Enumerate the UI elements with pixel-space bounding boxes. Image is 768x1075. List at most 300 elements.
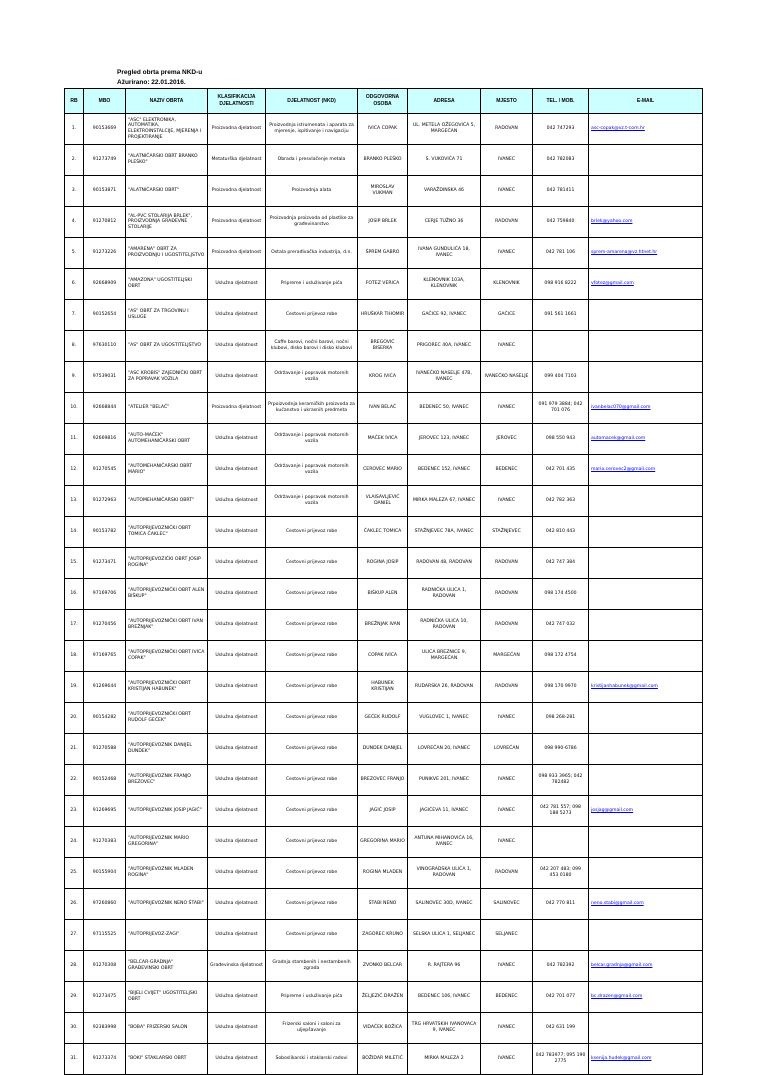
cell-osoba: BREGOVIĆ BISERKA [358, 331, 408, 362]
cell-klasifikacija: Proizvodna djelatnost [208, 238, 266, 269]
cell-naziv: "AS" OBRT ZA TRGOVINU I USLUGE [126, 300, 208, 331]
cell-adresa: PRIGOREC 40A, IVANEC [408, 331, 481, 362]
cell-klasifikacija: Uslužna djelatnost [208, 765, 266, 796]
cell-mbo: 91270545 [84, 455, 126, 486]
cell-djelatnost: Održavanje i popravak motornih vozila [266, 362, 358, 393]
table-row [65, 114, 703, 145]
cell-djelatnost: Cestovni prijevoz robe [266, 579, 358, 610]
cell-adresa: ULICA BREZNICE 9, MARGEČAN [408, 641, 481, 672]
cell-mjesto: STAŽNJEVEC [481, 517, 533, 548]
cell-mbo: 91270812 [84, 207, 126, 238]
cell-adresa: RADNIČKA ULICA 10, RADOVAN [408, 610, 481, 641]
cell-rb: 2. [65, 145, 84, 176]
cell-mjesto: IVANEC [481, 145, 533, 176]
cell-email[interactable]: vfotez@gmail.com [589, 269, 703, 300]
cell-osoba: HRUŠKAR TIHOMIR [358, 300, 408, 331]
cell-email[interactable]: kristijanhabunek@gmail.com [589, 672, 703, 703]
cell-email[interactable]: asc-copak@vz.t-com.hr [589, 114, 703, 145]
cell-naziv: "AUTOPRIJEVOZNIČKI OBRT KRISTIJAN HABUNEK" [126, 672, 208, 703]
cell-tel: 098 174 4500 [533, 579, 589, 610]
cell-djelatnost: Obrada i presvlačenje metala [266, 145, 358, 176]
cell-tel: 099 404 7103 [533, 362, 589, 393]
col-naziv-header: NAZIV OBRTA [126, 89, 208, 114]
cell-tel [533, 920, 589, 951]
cell-mbo: 91270383 [84, 827, 126, 858]
table-row [65, 1013, 703, 1044]
cell-mbo: 90153669 [84, 114, 126, 145]
col-mjesto-header: MJESTO [481, 89, 533, 114]
cell-osoba: BRANKO PLEŠKO [358, 145, 408, 176]
cell-osoba: ČAKLEC TOMICA [358, 517, 408, 548]
cell-klasifikacija: Uslužna djelatnost [208, 517, 266, 548]
cell-rb: 27. [65, 920, 84, 951]
cell-rb: 9. [65, 362, 84, 393]
cell-naziv: "AL-PVC STOLARIJA BRLEK", PROIZVODNJA GRAĐEVNE STOLARIJE [126, 207, 208, 238]
cell-osoba: GREGORINA MARIO [358, 827, 408, 858]
cell-adresa: VUGLOVEC 1, IVANEC [408, 703, 481, 734]
cell-email[interactable]: automacek@gmail.com [589, 424, 703, 455]
cell-osoba: COPAK IVICA [358, 641, 408, 672]
table-row [65, 920, 703, 951]
cell-adresa: MIRKA MALEZA 67, IVANEC [408, 486, 481, 517]
cell-mjesto: GAČICE [481, 300, 533, 331]
cell-djelatnost: Proizvodnja istrumenata i aparata za mjerenje, ispitivanje i navigaciju [266, 114, 358, 145]
cell-rb: 6. [65, 269, 84, 300]
cell-klasifikacija: Proizvodna djelatnost [208, 393, 266, 424]
cell-email [589, 703, 703, 734]
cell-klasifikacija: Metaturška djelatnost [208, 145, 266, 176]
cell-naziv: "ALATNIČARSKI OBRT" [126, 176, 208, 207]
cell-osoba: MIROSLAV VUKMAN [358, 176, 408, 207]
cell-rb: 15. [65, 548, 84, 579]
cell-mjesto: IVANEC [481, 176, 533, 207]
cell-tel: 098 990-6786 [533, 734, 589, 765]
cell-djelatnost: Cestovni prijevoz robe [266, 703, 358, 734]
cell-adresa: RUDARSKA 26, RADOVAN [408, 672, 481, 703]
cell-email [589, 362, 703, 393]
cell-mjesto: IVANEC [481, 951, 533, 982]
cell-rb: 8. [65, 331, 84, 362]
cell-naziv: "AUTOPRIJEVOZNIČKI OBRT TOMICA ČAKLEC" [126, 517, 208, 548]
cell-rb: 14. [65, 517, 84, 548]
cell-tel: 091 561 1661 [533, 300, 589, 331]
cell-rb: 22. [65, 765, 84, 796]
cell-tel: 042 701 077 [533, 982, 589, 1013]
cell-djelatnost: Frizerski saloni i saloni za uljepšavanje [266, 1013, 358, 1044]
table-row [65, 889, 703, 920]
cell-adresa: IVANEČKO NASELJE 47B, IVANEC [408, 362, 481, 393]
col-osoba-header: ODGOVORNA OSOBA [358, 89, 408, 114]
cell-adresa: STAŽNJEVEC 78A, IVANEC [408, 517, 481, 548]
cell-adresa: ANTUNA MIHANOVIĆA 16, IVANEC [408, 827, 481, 858]
cell-tel [533, 331, 589, 362]
cell-osoba: FOTEZ VERICA [358, 269, 408, 300]
cell-email [589, 145, 703, 176]
cell-klasifikacija: Uslužna djelatnost [208, 331, 266, 362]
cell-adresa: RADOVAN 48, RADOVAN [408, 548, 481, 579]
table-row [65, 579, 703, 610]
cell-mbo: 90153871 [84, 176, 126, 207]
cell-mjesto: IVANEC [481, 765, 533, 796]
cell-rb: 23. [65, 796, 84, 827]
table-row [65, 393, 703, 424]
table-row [65, 455, 703, 486]
cell-djelatnost: Caffe barovi, noćni barovi, noćni klubovi, disko barovi i disko klubovi [266, 331, 358, 362]
cell-adresa: BEDENEC 50, IVANEC [408, 393, 481, 424]
table-row [65, 827, 703, 858]
cell-klasifikacija: Uslužna djelatnost [208, 455, 266, 486]
cell-mbo: 97630110 [84, 331, 126, 362]
cell-adresa: GAČICE 92, IVANEC [408, 300, 481, 331]
cell-osoba: DUNDEK DANIJEL [358, 734, 408, 765]
cell-mbo: 97260860 [84, 889, 126, 920]
cell-klasifikacija: Građevinska djelatnost [208, 951, 266, 982]
cell-osoba: ZAGOREC KRUNO [358, 920, 408, 951]
cell-rb: 16. [65, 579, 84, 610]
cell-naziv: "AUTOPRIJEVOZNIČKI OBRT IVAN BREŽNJAK" [126, 610, 208, 641]
cell-naziv: "ASC KROBIS" ZAJEDNIČKI OBRT ZA POPRAVAK VOZILA [126, 362, 208, 393]
cell-email [589, 734, 703, 765]
cell-adresa: JEROVEC 123, IVANEC [408, 424, 481, 455]
cell-osoba: ROGINA JOSIP [358, 548, 408, 579]
cell-rb: 12. [65, 455, 84, 486]
cell-tel: 042 747 032 [533, 610, 589, 641]
table-row [65, 796, 703, 827]
table-row [65, 982, 703, 1013]
table-row [65, 486, 703, 517]
cell-mjesto: SELJANEC [481, 920, 533, 951]
cell-djelatnost: Cestovni prijevoz robe [266, 672, 358, 703]
table-header-row [65, 89, 703, 114]
cell-mbo: 92669816 [84, 424, 126, 455]
cell-mjesto: RADOVAN [481, 548, 533, 579]
col-tel-header: TEL. / MOB. [533, 89, 589, 114]
table-row [65, 145, 703, 176]
cell-naziv: "AUTOPRIJEVOZNIK JOSIP JAGIĆ" [126, 796, 208, 827]
cell-mjesto: IVANEC [481, 827, 533, 858]
cell-klasifikacija: Uslužna djelatnost [208, 269, 266, 300]
cell-tel: 042 781411 [533, 176, 589, 207]
cell-klasifikacija: Uslužna djelatnost [208, 641, 266, 672]
cell-adresa: RADNIČKA ULICA 1, RADOVAN [408, 579, 481, 610]
table-row [65, 1044, 703, 1075]
cell-naziv: "BELCAR-GRADNJA" GRAĐEVINSKI OBRT [126, 951, 208, 982]
cell-mjesto: IVANEC [481, 331, 533, 362]
cell-email [589, 1013, 703, 1044]
cell-naziv: "BOKI" STAKLARSKI OBRT [126, 1044, 208, 1075]
cell-rb: 24. [65, 827, 84, 858]
cell-klasifikacija: Proizvodna djelatnost [208, 176, 266, 207]
cell-klasifikacija: Uslužna djelatnost [208, 362, 266, 393]
cell-tel: 042 207 483; 099 453 0180 [533, 858, 589, 889]
cell-adresa: UL. METELA OŽEGOVIĆA 5, MARGEČAN [408, 114, 481, 145]
cell-mbo: 90153782 [84, 517, 126, 548]
cell-rb: 5. [65, 238, 84, 269]
cell-rb: 3. [65, 176, 84, 207]
cell-rb: 1. [65, 114, 84, 145]
cell-adresa: PUNIKVE 201, IVANEC [408, 765, 481, 796]
cell-mbo: 91269695 [84, 796, 126, 827]
cell-adresa: CERJE TUŽNO 36 [408, 207, 481, 238]
cell-tel: 042 781 557; 098 188 5273 [533, 796, 589, 827]
cell-tel: 042 759840 [533, 207, 589, 238]
cell-naziv: "AUTOPRIJEVOZNIČKI OBRT RUDOLF GEČEK" [126, 703, 208, 734]
table-row [65, 610, 703, 641]
cell-mbo: 91270308 [84, 951, 126, 982]
cell-mjesto: SALINOVEC [481, 889, 533, 920]
cell-mbo: 97539031 [84, 362, 126, 393]
cell-tel: 091 979 3884; 042 701 076 [533, 393, 589, 424]
cell-naziv: "AUTOPRIJEVOZNIK DANIJEL DUNDEK" [126, 734, 208, 765]
cell-klasifikacija: Uslužna djelatnost [208, 920, 266, 951]
cell-email [589, 610, 703, 641]
cell-tel: 042 631 199 [533, 1013, 589, 1044]
cell-mbo: 91273749 [84, 145, 126, 176]
cell-mbo: 91273471 [84, 548, 126, 579]
table-row [65, 424, 703, 455]
cell-adresa: JAGIĆEVA 11, IVANEC [408, 796, 481, 827]
cell-osoba: KROG IVICA [358, 362, 408, 393]
cell-mjesto: KLENOVNIK [481, 269, 533, 300]
cell-naziv: "AUTOMEHANIČARSKI OBRT" [126, 486, 208, 517]
col-mbo-header: MBO [84, 89, 126, 114]
cell-osoba: GEČEK RUDOLF [358, 703, 408, 734]
cell-osoba: ŠTABI NENO [358, 889, 408, 920]
cell-mbo: 90152654 [84, 300, 126, 331]
cell-mbo: 97169706 [84, 579, 126, 610]
cell-djelatnost: Cestovni prijevoz robe [266, 734, 358, 765]
cell-mjesto: RADOVAN [481, 114, 533, 145]
cell-djelatnost: Proizvodnja proizvoda od plastike za građevinarstvo [266, 207, 358, 238]
cell-adresa: SALINOVEC 30D, IVANEC [408, 889, 481, 920]
cell-mbo: 97115525 [84, 920, 126, 951]
cell-mjesto: BEDENEC [481, 982, 533, 1013]
cell-osoba: ŠPREM GABRO [358, 238, 408, 269]
cell-tel: 042 747 384 [533, 548, 589, 579]
cell-klasifikacija: Proizvodna djelatnost [208, 114, 266, 145]
cell-klasifikacija: Uslužna djelatnost [208, 579, 266, 610]
cell-email[interactable]: sprem-amarena@vz.htnet.hr [589, 238, 703, 269]
cell-tel: 042 781 106 [533, 238, 589, 269]
cell-mjesto: IVANEC [481, 1013, 533, 1044]
cell-osoba: BREŽNJAK IVAN [358, 610, 408, 641]
cell-djelatnost: Cestovni prijevoz robe [266, 796, 358, 827]
cell-naziv: "AUTOPRIJEVOZNIČKI OBRT ALEN BIŠKUP" [126, 579, 208, 610]
cell-djelatnost: Održavanje i popravak motornih vozila [266, 486, 358, 517]
cell-email[interactable]: mario.cerovec2@gmail.com [589, 455, 703, 486]
table-row [65, 238, 703, 269]
cell-klasifikacija: Uslužna djelatnost [208, 827, 266, 858]
cell-naziv: "AUTOPRIJEVOZNIK MLADEN ROGINA" [126, 858, 208, 889]
cell-rb: 25. [65, 858, 84, 889]
cell-email[interactable]: bc.drazen@gmail.com [589, 982, 703, 1013]
cell-klasifikacija: Uslužna djelatnost [208, 672, 266, 703]
cell-rb: 28. [65, 951, 84, 982]
cell-email [589, 641, 703, 672]
cell-email[interactable]: brlek@yahoo.com [589, 207, 703, 238]
cell-klasifikacija: Uslužna djelatnost [208, 424, 266, 455]
cell-tel: 042 783977; 095 190 2775 [533, 1044, 589, 1075]
cell-tel [533, 827, 589, 858]
cell-djelatnost: Cestovni prijevoz robe [266, 548, 358, 579]
cell-adresa: BEDENEC 106, IVANEC [408, 982, 481, 1013]
col-klasifikacija-header: KLASIFIKACIJA DJELATNOSTI [208, 89, 266, 114]
obrt-table [64, 88, 703, 1075]
cell-email[interactable]: ivanbelac070@gmail.com [589, 393, 703, 424]
cell-mjesto: IVANEC [481, 486, 533, 517]
cell-mjesto: IVANEC [481, 703, 533, 734]
table-row [65, 548, 703, 579]
cell-mjesto: IVANEC [481, 393, 533, 424]
cell-email[interactable]: belcar.gradnja@gmail.com [589, 951, 703, 982]
cell-rb: 30. [65, 1013, 84, 1044]
cell-djelatnost: Cestovni prijevoz robe [266, 889, 358, 920]
cell-mbo: 92668844 [84, 393, 126, 424]
cell-osoba: IVICA COPAK [358, 114, 408, 145]
cell-naziv: "AMAZONA" UGOSTITELJSKI OBRT [126, 269, 208, 300]
cell-adresa: VINOGRADSKA ULICA 1, RADOVAN [408, 858, 481, 889]
table-row [65, 951, 703, 982]
cell-tel: 098 268-281 [533, 703, 589, 734]
cell-klasifikacija: Uslužna djelatnost [208, 1044, 266, 1075]
cell-naziv: "AUTOPRIJEVOZNIK NENO ŠTABI" [126, 889, 208, 920]
cell-mjesto: IVANEC [481, 1044, 533, 1075]
cell-klasifikacija: Proizvodna djelatnost [208, 207, 266, 238]
cell-email[interactable]: neno.stabi@gmail.com [589, 889, 703, 920]
cell-adresa: BEDENEC 152, IVANEC [408, 455, 481, 486]
cell-rb: 19. [65, 672, 84, 703]
cell-djelatnost: Gradnja stambenih i nestambenih zgrada [266, 951, 358, 982]
cell-naziv: "BIJELI CVIJET" UGOSTITELJSKI OBRT [126, 982, 208, 1013]
cell-email [589, 920, 703, 951]
cell-mjesto: RADOVAN [481, 858, 533, 889]
cell-email [589, 517, 703, 548]
cell-klasifikacija: Uslužna djelatnost [208, 610, 266, 641]
cell-tel: 042 810 443 [533, 517, 589, 548]
cell-tel: 098 550 943 [533, 424, 589, 455]
cell-mbo: 90152468 [84, 765, 126, 796]
cell-mjesto: RADOVAN [481, 579, 533, 610]
cell-email[interactable]: ksenija.hudek@gmail.com [589, 1044, 703, 1075]
cell-email [589, 486, 703, 517]
table-row [65, 362, 703, 393]
cell-rb: 7. [65, 300, 84, 331]
cell-mjesto: IVANEC [481, 238, 533, 269]
col-email-header: E-MAIL [589, 89, 703, 114]
cell-mjesto: BEDENEC [481, 455, 533, 486]
table-row [65, 734, 703, 765]
cell-djelatnost: Cestovni prijevoz robe [266, 641, 358, 672]
cell-klasifikacija: Uslužna djelatnost [208, 858, 266, 889]
cell-osoba: HABUNEK KRISTIJAN [358, 672, 408, 703]
cell-klasifikacija: Uslužna djelatnost [208, 300, 266, 331]
cell-rb: 10. [65, 393, 84, 424]
cell-adresa: LOVREČAN 20, IVANEC [408, 734, 481, 765]
cell-mjesto: RADOVAN [481, 672, 533, 703]
cell-osoba: CEROVEC MARIO [358, 455, 408, 486]
cell-rb: 31. [65, 1044, 84, 1075]
cell-email[interactable]: josjag@gmail.com [589, 796, 703, 827]
cell-djelatnost: Prpoizvodnja keramičkih proizvoda za kućanstvo i ukrasnih predmeta [266, 393, 358, 424]
page-header [117, 68, 202, 88]
cell-klasifikacija: Uslužna djelatnost [208, 734, 266, 765]
cell-tel: 042 782083 [533, 145, 589, 176]
cell-mjesto: IVANEC [481, 796, 533, 827]
cell-tel: 042 782392 [533, 951, 589, 982]
cell-mjesto: RADOVAN [481, 610, 533, 641]
table-row [65, 207, 703, 238]
cell-djelatnost: Pripreme i usluživanje pića [266, 982, 358, 1013]
cell-rb: 4. [65, 207, 84, 238]
cell-adresa: IVANA GUNDULIĆA 18, IVANEC [408, 238, 481, 269]
cell-email [589, 765, 703, 796]
cell-mjesto: JEROVEC [481, 424, 533, 455]
cell-osoba: ROGINA MLADEN [358, 858, 408, 889]
cell-klasifikacija: Uslužna djelatnost [208, 796, 266, 827]
cell-email [589, 858, 703, 889]
cell-osoba: BREZOVEC FRANJO [358, 765, 408, 796]
cell-djelatnost: Cestovni prijevoz robe [266, 610, 358, 641]
cell-naziv: "AUTOPRIJEVOZNIČKI OBRT IVICA COPAK" [126, 641, 208, 672]
table-row [65, 300, 703, 331]
table-row [65, 858, 703, 889]
cell-klasifikacija: Uslužna djelatnost [208, 486, 266, 517]
cell-adresa: S. VUKOVIĆA 71 [408, 145, 481, 176]
cell-naziv: "BOBA" FRIZERSKI SALON [126, 1013, 208, 1044]
cell-djelatnost: Cestovni prijevoz robe [266, 920, 358, 951]
cell-klasifikacija: Uslužna djelatnost [208, 1013, 266, 1044]
cell-rb: 18. [65, 641, 84, 672]
cell-adresa: KLENOVNIK 103A, KLENOVNIK [408, 269, 481, 300]
cell-tel: 098 172 4754 [533, 641, 589, 672]
cell-rb: 26. [65, 889, 84, 920]
cell-mbo: 97169765 [84, 641, 126, 672]
cell-osoba: IVAN BELAČ [358, 393, 408, 424]
table-row [65, 517, 703, 548]
cell-osoba: ŽELJEZIĆ DRAŽEN [358, 982, 408, 1013]
cell-djelatnost: Održavanje i popravak motornih vozila [266, 424, 358, 455]
cell-naziv: "ALATNIČARSKI OBRT BRANKO PLEŠKO" [126, 145, 208, 176]
cell-klasifikacija: Uslužna djelatnost [208, 548, 266, 579]
cell-osoba: JOSIP BRLEK [358, 207, 408, 238]
cell-djelatnost: Cestovni prijevoz robe [266, 300, 358, 331]
cell-tel: 042 782 363 [533, 486, 589, 517]
cell-djelatnost: Cestovni prijevoz robe [266, 517, 358, 548]
cell-adresa: SELSKA ULICA 1, SELJANEC [408, 920, 481, 951]
cell-djelatnost: Ostala prerađivačka industrija, d.n. [266, 238, 358, 269]
cell-tel: 042 770 811 [533, 889, 589, 920]
cell-adresa: TRG HRVATSKIH IVANOVACA 9, IVANEC [408, 1013, 481, 1044]
cell-rb: 20. [65, 703, 84, 734]
cell-mbo: 91273475 [84, 982, 126, 1013]
cell-naziv: "AUTOPRIJEVOZIČKI OBRT JOSIP ROGINA" [126, 548, 208, 579]
cell-tel: 098 170 9970 [533, 672, 589, 703]
cell-email [589, 300, 703, 331]
table-row [65, 672, 703, 703]
cell-mjesto: MARGEČAN [481, 641, 533, 672]
cell-email [589, 331, 703, 362]
cell-mbo: 90154282 [84, 703, 126, 734]
cell-osoba: BIŠKUP ALEN [358, 579, 408, 610]
cell-mbo: 91270456 [84, 610, 126, 641]
cell-djelatnost: Održavanje i popravak motornih vozila [266, 455, 358, 486]
cell-mbo: 91273226 [84, 238, 126, 269]
cell-email [589, 176, 703, 207]
cell-tel: 098 933 3965; 042 782482 [533, 765, 589, 796]
table-row [65, 641, 703, 672]
cell-adresa: MIRKA MALEZA 2 [408, 1044, 481, 1075]
col-rb-header: RB [65, 89, 84, 114]
